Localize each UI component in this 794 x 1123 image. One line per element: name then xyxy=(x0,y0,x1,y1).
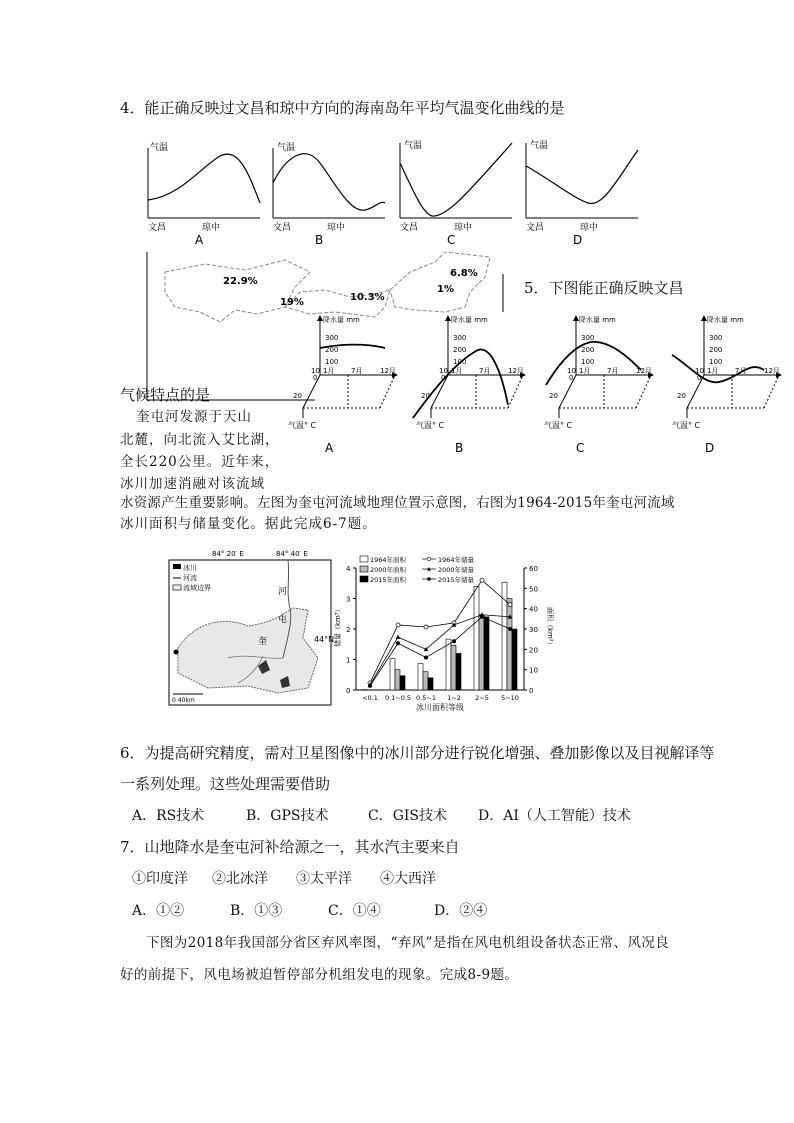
svg-text:A: A xyxy=(195,233,204,247)
point xyxy=(396,641,400,645)
q6-option-d[interactable]: D．AI（人工智能）技术 xyxy=(478,808,631,824)
svg-text:河: 河 xyxy=(278,587,288,597)
svg-text:1%: 1% xyxy=(437,284,454,295)
bar xyxy=(484,617,489,690)
legend-label: 2015年面积 xyxy=(370,576,407,584)
legend-marker xyxy=(427,557,431,561)
svg-text:300: 300 xyxy=(453,334,467,342)
x-tick-label: <0.1 xyxy=(362,694,378,702)
q6-option-a[interactable]: A．RS技术 xyxy=(132,808,205,824)
point xyxy=(508,627,512,631)
svg-text:1月: 1月 xyxy=(451,367,463,375)
svg-text:7月: 7月 xyxy=(607,367,619,375)
bar xyxy=(423,672,428,690)
bar xyxy=(474,586,479,690)
svg-text:0 40km: 0 40km xyxy=(172,697,195,704)
svg-text:200: 200 xyxy=(325,346,339,354)
svg-text:0: 0 xyxy=(441,374,446,382)
svg-text:降水量 mm: 降水量 mm xyxy=(579,316,616,324)
svg-text:84° 20′ E: 84° 20′ E xyxy=(212,550,244,558)
svg-text:300: 300 xyxy=(325,334,339,342)
svg-text:琼中: 琼中 xyxy=(327,223,346,233)
q5-graph-c xyxy=(544,315,652,455)
svg-text:D: D xyxy=(573,233,583,247)
svg-text:琼中: 琼中 xyxy=(454,223,473,233)
svg-text:200: 200 xyxy=(581,346,595,354)
q6-option-b[interactable]: B．GPS技术 xyxy=(246,808,329,824)
svg-text:气温° C: 气温° C xyxy=(544,421,573,430)
q7-option-b[interactable]: B．①③ xyxy=(230,903,283,919)
svg-text:降水量 mm: 降水量 mm xyxy=(707,316,744,324)
left-tick-label: 0 xyxy=(346,687,351,695)
intro67-line6: 冰川面积与储量变化。据此完成6-7题。 xyxy=(120,516,377,532)
svg-text:0: 0 xyxy=(697,374,702,382)
svg-text:20: 20 xyxy=(677,392,686,400)
svg-text:气温° C: 气温° C xyxy=(672,421,701,430)
intro67-line4: 冰川加速消融对该流域 xyxy=(120,476,265,492)
y-right-label: 面积（km²） xyxy=(546,607,554,649)
point xyxy=(424,625,428,629)
q5-climate-graphs xyxy=(285,310,790,455)
svg-text:B: B xyxy=(315,233,324,247)
q5-stem-b: 气候特点的是 xyxy=(120,386,211,404)
left-tick-label: 3 xyxy=(346,595,351,604)
right-tick-label: 30 xyxy=(529,626,538,634)
svg-text:200: 200 xyxy=(709,346,723,354)
intro89-line1: 下图为2018年我国部分省区弃风率图，“弃风”是指在风电机组设备状态正常、风况良 xyxy=(146,935,670,951)
svg-text:12月: 12月 xyxy=(764,367,780,375)
svg-text:B: B xyxy=(455,441,464,455)
svg-text:84° 40′ E: 84° 40′ E xyxy=(276,550,308,558)
svg-text:10: 10 xyxy=(567,367,576,375)
q4-stem: 4．能正确反映过文昌和琼中方向的海南岛年平均气温变化曲线的是 xyxy=(120,99,565,117)
svg-text:琼中: 琼中 xyxy=(580,223,599,233)
q5-graph-a xyxy=(288,315,396,455)
right-tick-label: 20 xyxy=(529,646,538,655)
q4-graph-d xyxy=(526,139,638,247)
svg-text:7月: 7月 xyxy=(351,367,363,375)
svg-text:300: 300 xyxy=(581,334,595,342)
svg-text:降水量 mm: 降水量 mm xyxy=(451,316,488,324)
bar xyxy=(451,645,456,690)
svg-text:流域边界: 流域边界 xyxy=(183,584,211,592)
x-tick-label: 0.1~0.5 xyxy=(384,694,412,702)
q7-item-1: ①印度洋 xyxy=(132,871,188,887)
svg-text:降水量 mm: 降水量 mm xyxy=(323,316,360,324)
legend-label: 1964年储量 xyxy=(438,556,475,564)
point xyxy=(396,623,400,627)
legend-swatch xyxy=(360,566,368,572)
q7-item-4: ④大西洋 xyxy=(380,871,436,887)
svg-text:奎: 奎 xyxy=(258,637,268,647)
q4-graph-b xyxy=(273,141,385,247)
legend-label: 1964年面积 xyxy=(370,556,407,564)
svg-text:10: 10 xyxy=(695,367,704,375)
left-tick-label: 2 xyxy=(346,626,351,634)
q5-stem-a: 5．下图能正确反映文昌 xyxy=(524,279,684,297)
svg-text:气温° C: 气温° C xyxy=(288,421,317,430)
svg-text:C: C xyxy=(576,441,585,455)
svg-text:屯: 屯 xyxy=(278,615,288,625)
svg-text:冰川: 冰川 xyxy=(183,564,197,572)
x-tick-label: 5~10 xyxy=(501,694,519,702)
svg-text:10: 10 xyxy=(439,367,448,375)
q4-curve-graphs xyxy=(140,138,650,248)
left-tick-label: 1 xyxy=(346,656,351,665)
x-tick-label: 2~5 xyxy=(475,694,489,702)
q6-stem-line1: 6．为提高研究精度，需对卫星图像中的冰川部分进行锐化增强、叠加影像以及目视解译等 xyxy=(120,744,715,762)
legend-marker xyxy=(427,577,431,581)
svg-text:河流: 河流 xyxy=(183,574,197,582)
point xyxy=(452,639,456,643)
point xyxy=(480,615,484,619)
svg-text:100: 100 xyxy=(709,358,723,366)
svg-text:气温° C: 气温° C xyxy=(416,421,445,430)
point xyxy=(368,684,372,688)
point xyxy=(480,578,484,582)
q7-item-3: ③太平洋 xyxy=(296,871,352,887)
bar xyxy=(428,678,433,690)
x-axis-label: 冰川面积等级 xyxy=(416,703,464,712)
svg-text:气温: 气温 xyxy=(277,143,296,153)
svg-text:文昌: 文昌 xyxy=(526,223,545,233)
svg-text:1月: 1月 xyxy=(323,367,335,375)
q7-item-2: ②北冰洋 xyxy=(212,871,268,887)
right-tick-label: 0 xyxy=(529,687,534,695)
svg-text:6.8%: 6.8% xyxy=(450,268,478,279)
point xyxy=(424,655,428,659)
intro67-line3: 全长220公里。近年来， xyxy=(120,454,280,470)
legend-swatch xyxy=(360,556,368,562)
q5-graph-d xyxy=(672,315,780,455)
svg-text:文昌: 文昌 xyxy=(273,223,292,233)
intro67-line2: 北麓，向北流入艾比湖， xyxy=(120,432,280,448)
svg-text:20: 20 xyxy=(549,392,558,400)
svg-text:C: C xyxy=(447,233,456,247)
svg-text:20: 20 xyxy=(293,392,302,400)
legend-label: 2015年储量 xyxy=(438,576,475,584)
svg-text:12月: 12月 xyxy=(636,367,652,375)
bar xyxy=(418,664,423,690)
bar xyxy=(456,653,461,690)
bar xyxy=(395,670,400,690)
svg-text:100: 100 xyxy=(581,358,595,366)
svg-text:7月: 7月 xyxy=(735,367,747,375)
q7-option-a[interactable]: A．①② xyxy=(132,903,185,919)
q4-graph-c xyxy=(400,139,512,247)
svg-text:气温: 气温 xyxy=(530,141,549,151)
intro67-line5: 水资源产生重要影响。左图为奎屯河流域地理位置示意图，右图为1964-2015年奎屯河流域 xyxy=(120,495,675,511)
right-tick-label: 50 xyxy=(529,585,538,594)
bar xyxy=(390,658,395,690)
svg-text:12月: 12月 xyxy=(508,367,524,375)
svg-text:0: 0 xyxy=(569,374,574,382)
svg-text:200: 200 xyxy=(453,346,467,354)
svg-text:19%: 19% xyxy=(280,297,304,308)
svg-text:文昌: 文昌 xyxy=(148,223,167,233)
bar xyxy=(507,599,512,691)
svg-text:1月: 1月 xyxy=(707,367,719,375)
bar xyxy=(512,629,517,690)
svg-text:1月: 1月 xyxy=(579,367,591,375)
bar xyxy=(479,615,484,690)
kuitun-river-map xyxy=(168,548,338,708)
legend-swatch xyxy=(360,576,368,582)
x-tick-label: 1~2 xyxy=(447,694,461,702)
right-tick-label: 40 xyxy=(529,605,538,614)
x-tick-label: 0.5~1 xyxy=(416,694,436,702)
svg-text:300: 300 xyxy=(709,334,723,342)
q4-graph-a xyxy=(148,141,260,247)
svg-text:琼中: 琼中 xyxy=(202,223,221,233)
svg-text:7月: 7月 xyxy=(479,367,491,375)
svg-text:文昌: 文昌 xyxy=(400,223,419,233)
bar xyxy=(446,639,451,690)
y-left-label: 储量（km³） xyxy=(334,605,342,647)
svg-text:气温: 气温 xyxy=(404,141,423,151)
q7-option-c[interactable]: C．①④ xyxy=(328,903,381,919)
point xyxy=(396,635,401,639)
legend-label: 2000年面积 xyxy=(370,566,407,574)
q5-graph-b xyxy=(413,315,524,455)
glacier-chart xyxy=(332,552,554,712)
intro67-line1: 奎屯河发源于天山 xyxy=(136,409,252,425)
svg-text:A: A xyxy=(325,441,334,455)
q7-option-d[interactable]: D．②④ xyxy=(434,903,488,919)
q6-stem-line2: 一系列处理。这些处理需要借助 xyxy=(120,775,331,793)
svg-text:22.9%: 22.9% xyxy=(223,276,258,287)
bar xyxy=(400,676,405,690)
right-tick-label: 60 xyxy=(529,565,538,573)
q6-option-c[interactable]: C．GIS技术 xyxy=(368,808,448,824)
right-tick-label: 10 xyxy=(529,666,538,675)
svg-text:12月: 12月 xyxy=(380,367,396,375)
point xyxy=(508,603,512,607)
svg-text:D: D xyxy=(705,441,715,455)
svg-text:100: 100 xyxy=(453,358,467,366)
svg-text:44°N: 44°N xyxy=(314,635,335,644)
left-tick-label: 4 xyxy=(346,565,351,573)
svg-text:10: 10 xyxy=(311,367,320,375)
svg-text:20: 20 xyxy=(421,392,430,400)
svg-text:100: 100 xyxy=(325,358,339,366)
svg-text:0: 0 xyxy=(313,374,318,382)
svg-text:10.3%: 10.3% xyxy=(350,292,385,303)
legend-label: 2000年储量 xyxy=(438,566,475,574)
intro89-line2: 好的前提下，风电场被迫暂停部分机组发电的现象。完成8-9题。 xyxy=(120,967,519,983)
q7-stem: 7．山地降水是奎屯河补给源之一，其水汽主要来自 xyxy=(120,838,460,856)
svg-text:气温: 气温 xyxy=(150,143,169,153)
